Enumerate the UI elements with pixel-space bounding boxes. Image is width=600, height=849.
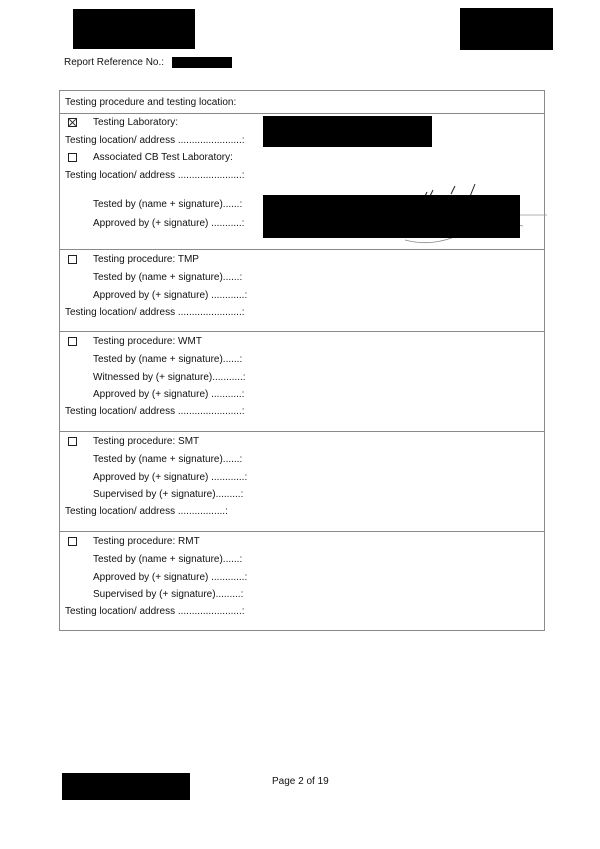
- rmt-label: Testing procedure: RMT: [93, 536, 200, 547]
- supervised-by-label: Supervised by (+ signature).........:: [93, 589, 244, 600]
- approved-by-label: Approved by (+ signature) ...........:: [93, 218, 245, 229]
- associated-cb-lab-label: Associated CB Test Laboratory:: [93, 152, 233, 163]
- redacted-logo-right: [460, 8, 553, 50]
- tmp-label: Testing procedure: TMP: [93, 254, 199, 265]
- smt-label: Testing procedure: SMT: [93, 436, 200, 447]
- wmt-checkbox[interactable]: [68, 337, 77, 346]
- redacted-signatures: [263, 195, 520, 238]
- table-divider: [59, 331, 545, 332]
- associated-cb-lab-checkbox[interactable]: [68, 153, 77, 162]
- testing-location-label: Testing location/ address .......................:: [65, 307, 245, 318]
- testing-laboratory-label: Testing Laboratory:: [93, 117, 179, 128]
- approved-by-label: Approved by (+ signature) ...........:: [93, 389, 245, 400]
- wmt-label: Testing procedure: WMT: [93, 336, 202, 347]
- approved-by-label: Approved by (+ signature) ............:: [93, 572, 248, 583]
- table-header: Testing procedure and testing location:: [65, 97, 237, 108]
- testing-location-label: Testing location/ address .......................:: [65, 406, 245, 417]
- table-divider: [59, 113, 545, 114]
- approved-by-label: Approved by (+ signature) ............:: [93, 290, 248, 301]
- redacted-footer-block: [62, 773, 190, 800]
- rmt-checkbox[interactable]: [68, 537, 77, 546]
- tested-by-label: Tested by (name + signature)......:: [93, 554, 243, 565]
- testing-location-label: Testing location/ address .......................:: [65, 135, 245, 146]
- tested-by-label: Tested by (name + signature)......:: [93, 199, 243, 210]
- smt-checkbox[interactable]: [68, 437, 77, 446]
- testing-location-label: Testing location/ address .................:: [65, 506, 228, 517]
- report-reference-label: Report Reference No.:: [64, 57, 165, 68]
- testing-location-label: Testing location/ address .......................:: [65, 606, 245, 617]
- witnessed-by-label: Witnessed by (+ signature)...........:: [93, 372, 246, 383]
- redacted-report-number: [172, 57, 232, 68]
- page-number: Page 2 of 19: [272, 776, 329, 787]
- supervised-by-label: Supervised by (+ signature).........:: [93, 489, 244, 500]
- tested-by-label: Tested by (name + signature)......:: [93, 354, 243, 365]
- redacted-laboratory-name: [263, 116, 432, 147]
- table-divider: [59, 431, 545, 432]
- approved-by-label: Approved by (+ signature) ............:: [93, 472, 248, 483]
- table-divider: [59, 531, 545, 532]
- tmp-checkbox[interactable]: [68, 255, 77, 264]
- tested-by-label: Tested by (name + signature)......:: [93, 272, 243, 283]
- testing-laboratory-checkbox[interactable]: [68, 118, 77, 127]
- testing-location-label: Testing location/ address .......................:: [65, 170, 245, 181]
- tested-by-label: Tested by (name + signature)......:: [93, 454, 243, 465]
- redacted-logo-left: [73, 9, 195, 49]
- table-divider: [59, 249, 545, 250]
